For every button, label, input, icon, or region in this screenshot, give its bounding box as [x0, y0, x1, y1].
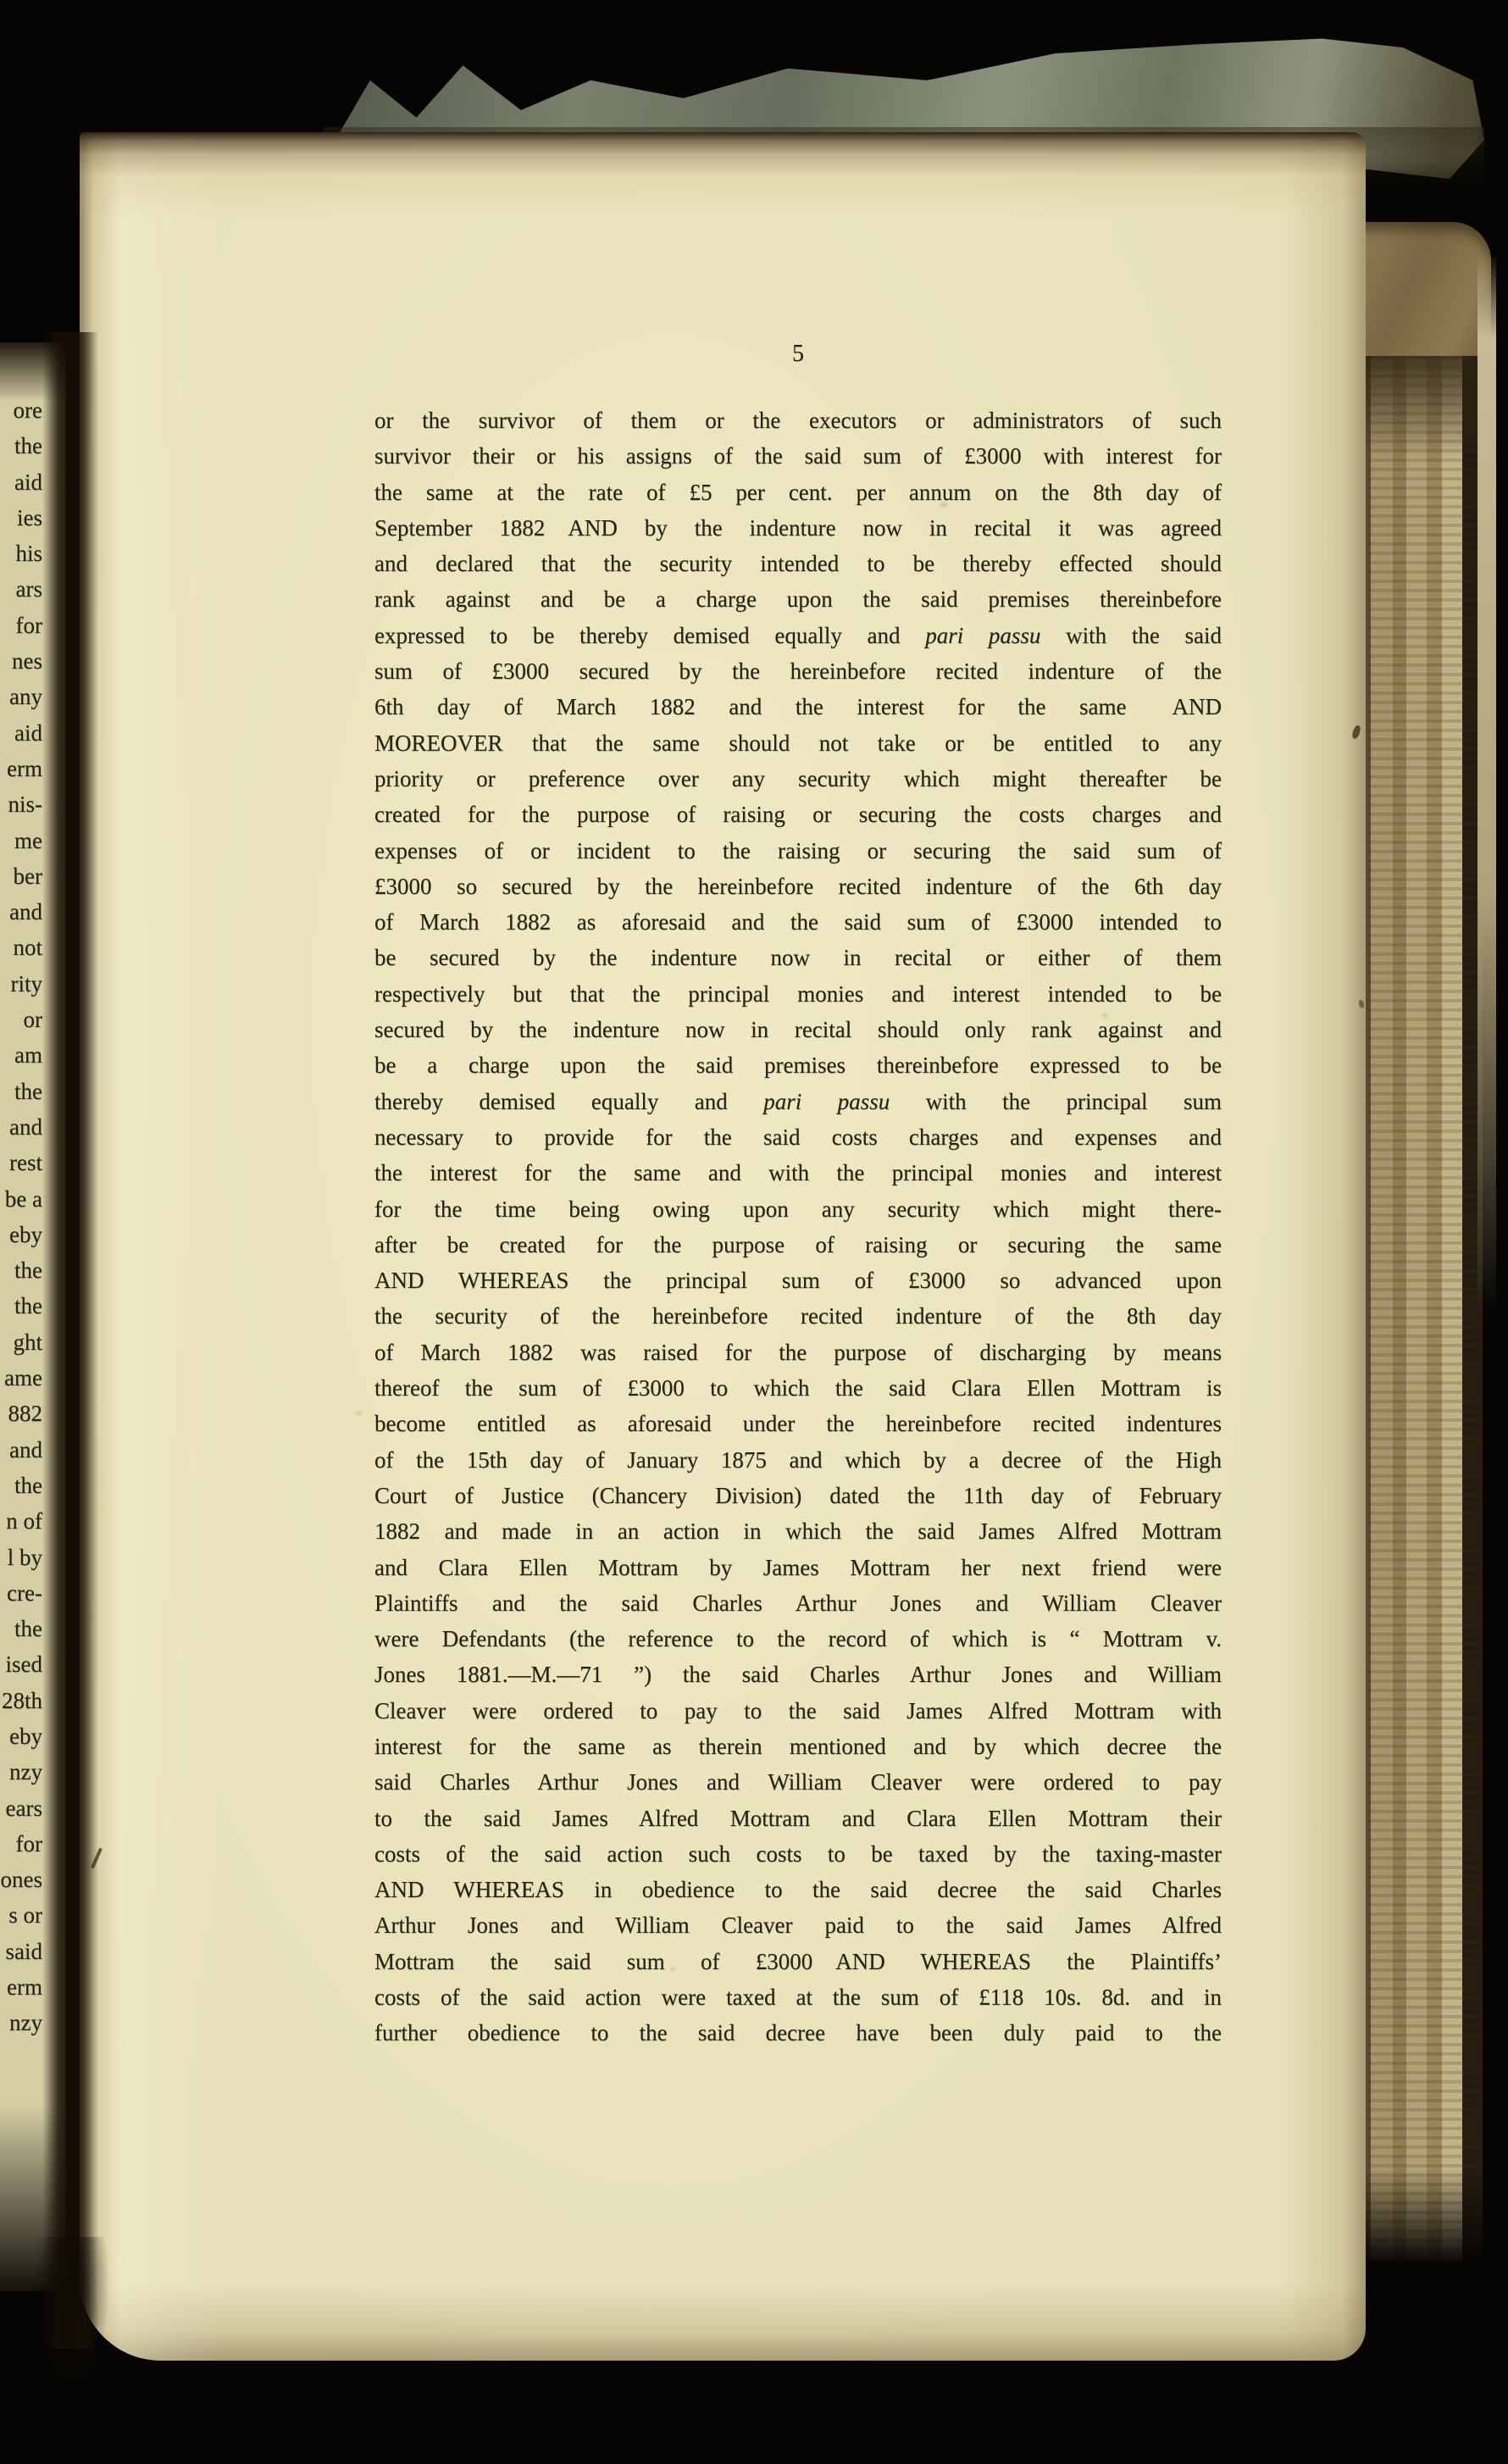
margin-fragment: nzy: [9, 1759, 42, 1785]
text-line: rank against and be a charge upon the said premises thereinbefore: [374, 586, 1222, 613]
page-edge-sliver: [1478, 254, 1496, 1313]
margin-fragment: be a: [4, 1185, 42, 1212]
margin-fragment: ies: [17, 504, 42, 530]
margin-fragment: nes: [12, 648, 42, 674]
margin-fragment: erm: [7, 1974, 42, 2001]
text-line: Plaintiffs and the said Charles Arthur Jones and William Cleaver: [374, 1590, 1222, 1616]
text-line: or the survivor of them or the executors or administrators of such: [374, 408, 1222, 433]
margin-fragment: ears: [5, 1795, 42, 1821]
margin-fragment: ber: [13, 863, 42, 889]
text-line: Court of Justice (Chancery Division) dated the 11th day of February: [374, 1482, 1222, 1508]
text-line: priority or preference over any security which might thereafter be: [374, 765, 1222, 791]
page-number: 5: [792, 341, 804, 367]
text-line: respectively but that the principal monies and interest intended to be: [374, 980, 1222, 1007]
text-line: Mottram the said sum of £3000 AND WHEREAS the Plaintiffs’: [374, 1948, 1222, 1974]
margin-fragment: for: [15, 612, 42, 638]
margin-fragment: am: [14, 1042, 42, 1068]
text-line: and Clara Ellen Mottram by James Mottram her next friend were: [374, 1554, 1222, 1580]
margin-fragment: or: [23, 1007, 42, 1033]
margin-fragment: ars: [15, 576, 42, 602]
text-line: interest for the same as therein mentioned and by which decree the: [374, 1733, 1222, 1759]
margin-fragment: ame: [4, 1365, 42, 1391]
margin-fragment: and: [9, 899, 42, 925]
margin-fragment: not: [13, 935, 42, 961]
text-line: expenses of or incident to the raising or securing the said sum of: [374, 837, 1222, 863]
margin-fragment: any: [9, 684, 42, 710]
text-line: of the 15th day of January 1875 and which by a decree of the High: [374, 1446, 1222, 1473]
text-line: of March 1882 as aforesaid and the said sum of £3000 intended to: [374, 909, 1222, 935]
margin-fragments: [0, 392, 42, 2041]
text-line: further obedience to the said decree have been duly paid to the: [374, 2020, 1222, 2046]
text-line: thereof the sum of £3000 to which the said Clara Ellen Mottram is: [374, 1375, 1222, 1401]
text-line: to the said James Alfred Mottram and Clara Ellen Mottram their: [374, 1805, 1222, 1831]
text-line: and declared that the security intended to be thereby effected should: [374, 551, 1222, 577]
margin-fragment: for: [15, 1830, 42, 1856]
text-line: the interest for the same and with the principal monies and interest: [374, 1160, 1222, 1186]
margin-fragment: aid: [14, 719, 42, 746]
margin-fragment: rity: [10, 970, 42, 996]
margin-fragment: his: [15, 541, 42, 567]
text-line: were Defendants (the reference to the record of which is “ Mottram v.: [374, 1626, 1222, 1652]
text-line: secured by the indenture now in recital should only rank against and: [374, 1017, 1222, 1043]
text-line: be a charge upon the said premises thereinbefore expressed to be: [374, 1052, 1222, 1079]
text-line: 1882 and made in an action in which the said James Alfred Mottram: [374, 1518, 1222, 1545]
margin-fragment: 882: [8, 1401, 42, 1427]
margin-fragment: said: [5, 1938, 42, 1964]
text-line: thereby demised equally and pari passu with the principal sum: [374, 1088, 1222, 1114]
margin-fragment: nzy: [9, 2010, 42, 2036]
text-line: £3000 so secured by the hereinbefore recited indenture of the 6th day: [374, 873, 1222, 899]
page-edge-stack-shadow-bottom: [1352, 2169, 1488, 2296]
text-line: Jones 1881.—M.—71 ”) the said Charles Arthur Jones and William: [374, 1662, 1222, 1688]
page-text: [374, 402, 1222, 2051]
margin-fragment: eby: [9, 1221, 42, 1247]
margin-fragment: eby: [9, 1723, 42, 1749]
text-line: September 1882 AND by the indenture now in recital it was agreed: [374, 514, 1222, 541]
text-line: after be created for the purpose of raising or securing the same: [374, 1231, 1222, 1257]
text-line: survivor their or his assigns of the said sum of £3000 with interest for: [374, 443, 1222, 469]
text-line: necessary to provide for the said costs charges and expenses and: [374, 1124, 1222, 1150]
text-line: AND WHEREAS the principal sum of £3000 so advanced upon: [374, 1268, 1222, 1294]
text-line: MOREOVER that the same should not take or be entitled to any: [374, 730, 1222, 756]
text-line: Cleaver were ordered to pay to the said James Alfred Mottram with: [374, 1697, 1222, 1723]
margin-fragment: l by: [7, 1544, 42, 1570]
margin-fragment: ones: [0, 1867, 42, 1893]
margin-fragment: erm: [7, 755, 42, 781]
text-line: of March 1882 was raised for the purpose of discharging by means: [374, 1339, 1222, 1365]
gutter-shadow: [42, 332, 98, 2349]
page: [80, 132, 1366, 2361]
text-line: said Charles Arthur Jones and William Cleaver were ordered to pay: [374, 1769, 1222, 1795]
page-edge-stack-shadow-top: [1364, 356, 1483, 458]
text-line: expressed to be thereby demised equally and pari passu with the said: [374, 622, 1222, 648]
text-line: become entitled as aforesaid under the hereinbefore recited indentures: [374, 1411, 1222, 1437]
text-line: created for the purpose of raising or securing the costs charges and: [374, 802, 1222, 828]
text-line: Arthur Jones and William Cleaver paid to the said James Alfred: [374, 1912, 1222, 1939]
text-line: 6th day of March 1882 and the interest for the same AND: [374, 694, 1222, 720]
text-line: costs of the said action such costs to be taxed by the taxing-master: [374, 1840, 1222, 1867]
margin-fragment: n of: [6, 1508, 42, 1534]
text-line: sum of £3000 secured by the hereinbefore recited indenture of the: [374, 658, 1222, 685]
text-line: AND WHEREAS in obedience to the said decree the said Charles: [374, 1877, 1222, 1903]
text-line: the security of the hereinbefore recited indenture of the 8th day: [374, 1303, 1222, 1329]
margin-fragment: rest: [9, 1150, 42, 1176]
margin-fragment: ore: [13, 397, 42, 423]
margin-fragment: the: [14, 433, 42, 459]
margin-fragment: 28th: [1, 1687, 42, 1713]
margin-fragment: ised: [5, 1651, 42, 1678]
margin-fragment: cre-: [7, 1579, 42, 1606]
margin-fragment: aid: [14, 469, 42, 495]
margin-fragment: ght: [13, 1329, 42, 1355]
margin-fragment: the: [14, 1078, 42, 1104]
text-line: costs of the said action were taxed at the sum of £118 10s. 8d. and in: [374, 1984, 1222, 2011]
margin-fragment: me: [14, 827, 42, 853]
text-line: the same at the rate of £5 per cent. per annum on the 8th day of: [374, 479, 1222, 505]
margin-fragment: the: [14, 1293, 42, 1319]
margin-fragment: and: [9, 1436, 42, 1462]
margin-fragment: nis-: [8, 791, 42, 818]
margin-fragment: the: [14, 1616, 42, 1642]
page-edge-stack: [1364, 356, 1483, 2262]
margin-fragment: the: [14, 1472, 42, 1498]
gutter-shadow-bottom: [34, 2237, 110, 2389]
text-line: for the time being owing upon any security which might there-: [374, 1196, 1222, 1222]
margin-fragment: the: [14, 1257, 42, 1284]
margin-fragment: and: [9, 1113, 42, 1140]
margin-fragment: s or: [8, 1902, 42, 1928]
text-line: be secured by the indenture now in recital or either of them: [374, 945, 1222, 971]
